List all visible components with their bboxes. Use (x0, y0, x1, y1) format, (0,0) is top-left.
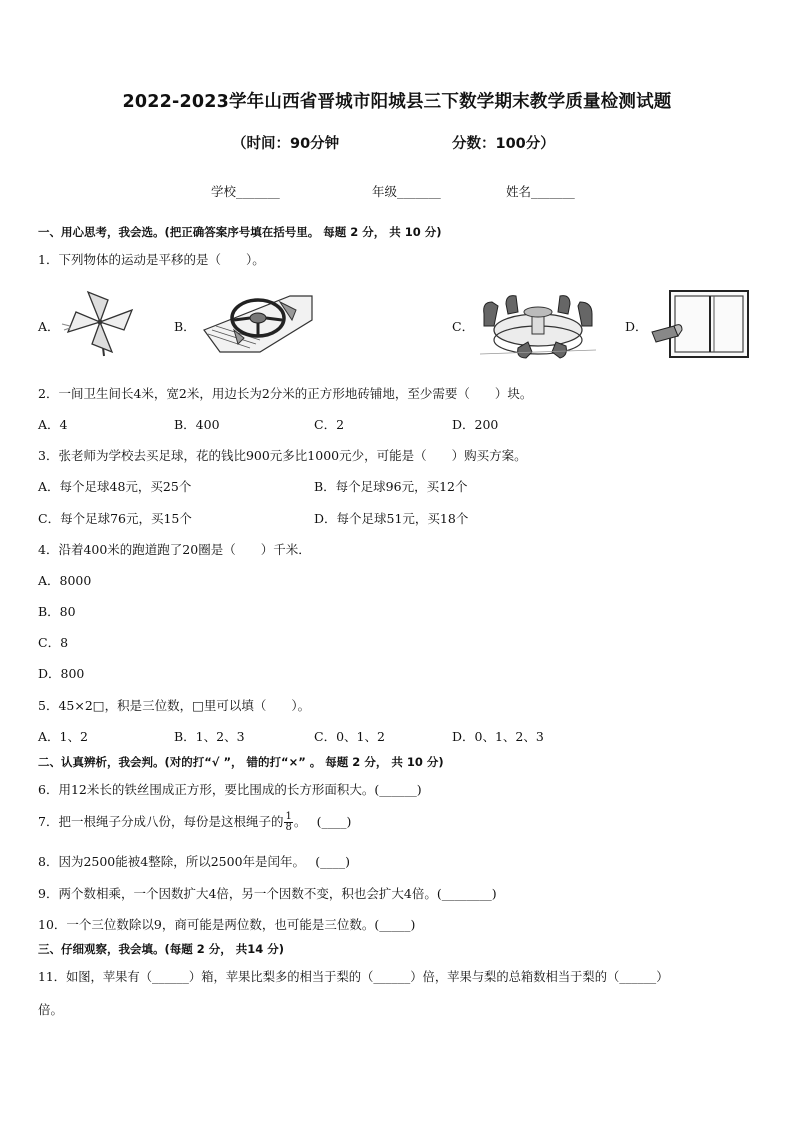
q3-option-c[interactable]: C．每个足球76元，买15个 (38, 511, 192, 526)
q3-option-a[interactable]: A．每个足球48元，买25个 (38, 479, 192, 494)
exam-time: （时间：90分钟 (232, 136, 340, 152)
section-heading: 一、用心思考，我会选。(把正确答案序号填在括号里。 每题 2 分， 共 10 分) (38, 225, 442, 239)
q3-option-d[interactable]: D．每个足球51元，买18个 (314, 511, 469, 526)
question-8: 8．因为2500能被4整除，所以2500年是闰年。 (____) (38, 854, 351, 869)
q5-option-c[interactable]: C．0、1、2 (314, 729, 385, 744)
q5-option-d[interactable]: D．0、1、2、3 (452, 729, 544, 744)
q1-option-d[interactable]: D． (625, 319, 648, 334)
q4-option-c[interactable]: C．8 (38, 635, 69, 650)
question-9: 9．两个数相乘，一个因数扩大4倍，另一个因数不变，积也会扩大4倍。(________) (38, 886, 497, 901)
q4-option-a[interactable]: A．8000 (38, 573, 92, 588)
q2-option-a[interactable]: A．4 (38, 417, 68, 432)
question-3: 3．张老师为学校去买足球，花的钱比900元多比1000元少，可能是（ ）购买方案。 (38, 448, 527, 463)
q2-option-b[interactable]: B．400 (174, 417, 220, 432)
question-11-continued: 倍。 (38, 1002, 64, 1017)
q7-answer-blank[interactable]: 。 (____) (293, 814, 352, 829)
fraction-denominator: 8 (285, 822, 292, 833)
q2-option-c[interactable]: C．2 (314, 417, 345, 432)
question-6: 6．用12米长的铁丝围成正方形，要比围成的长方形面积大。(______) (38, 782, 422, 797)
fraction-numerator: 1 (285, 811, 292, 822)
exam-score: 分数：100分） (452, 136, 555, 152)
q1-option-a[interactable]: A． (38, 319, 60, 334)
q4-option-d[interactable]: D．800 (38, 666, 85, 681)
question-11: 11．如图，苹果有（______）箱，苹果比梨多的相当于梨的（______）倍，苹果与梨的总箱数相当于梨的（______） (38, 970, 669, 984)
name-field[interactable]: 姓名_______ (506, 184, 575, 199)
question-7 (38, 812, 351, 833)
question-10: 10．一个三位数除以9，商可能是两位数，也可能是三位数。(_____) (38, 917, 416, 932)
section-heading: 二、认真辨析，我会判。(对的打“√ ”， 错的打“×” 。 每题 2 分， 共 10 分) (38, 755, 444, 769)
question-2: 2．一间卫生间长4米，宽2米，用边长为2分米的正方形地砖铺地，至少需要（ ）块。 (38, 386, 533, 401)
carousel-icon (476, 292, 602, 360)
q3-option-b[interactable]: B．每个足球96元，买12个 (314, 479, 468, 494)
sliding-window-icon (648, 288, 752, 360)
q1-option-b[interactable]: B． (174, 319, 196, 334)
q2-option-d[interactable]: D．200 (452, 417, 499, 432)
question-5: 5．45×2□，积是三位数，□里可以填（ ）。 (38, 698, 311, 713)
steering-wheel-icon (200, 290, 318, 356)
q4-option-b[interactable]: B．80 (38, 604, 76, 619)
q7-text: 7．把一根绳子分成八份，每份是这根绳子的 (38, 814, 284, 829)
grade-field[interactable]: 年级_______ (372, 184, 441, 199)
section-heading: 三、仔细观察，我会填。(每题 2 分， 共14 分) (38, 942, 285, 956)
question-1: 1．下列物体的运动是平移的是（ ）。 (38, 252, 265, 267)
question-4: 4．沿着400米的跑道跑了20圈是（ ）千米． (38, 542, 311, 557)
q1-option-c[interactable]: C． (452, 319, 475, 334)
page-title: 2022-2023学年山西省晋城市阳城县三下数学期末教学质量检测试题 (122, 92, 672, 112)
fraction-one-eighth (284, 812, 292, 833)
pinwheel-icon (58, 288, 140, 358)
school-field[interactable]: 学校_______ (211, 184, 280, 199)
q5-option-b[interactable]: B．1、2、3 (174, 729, 245, 744)
q5-option-a[interactable]: A．1、2 (38, 729, 88, 744)
